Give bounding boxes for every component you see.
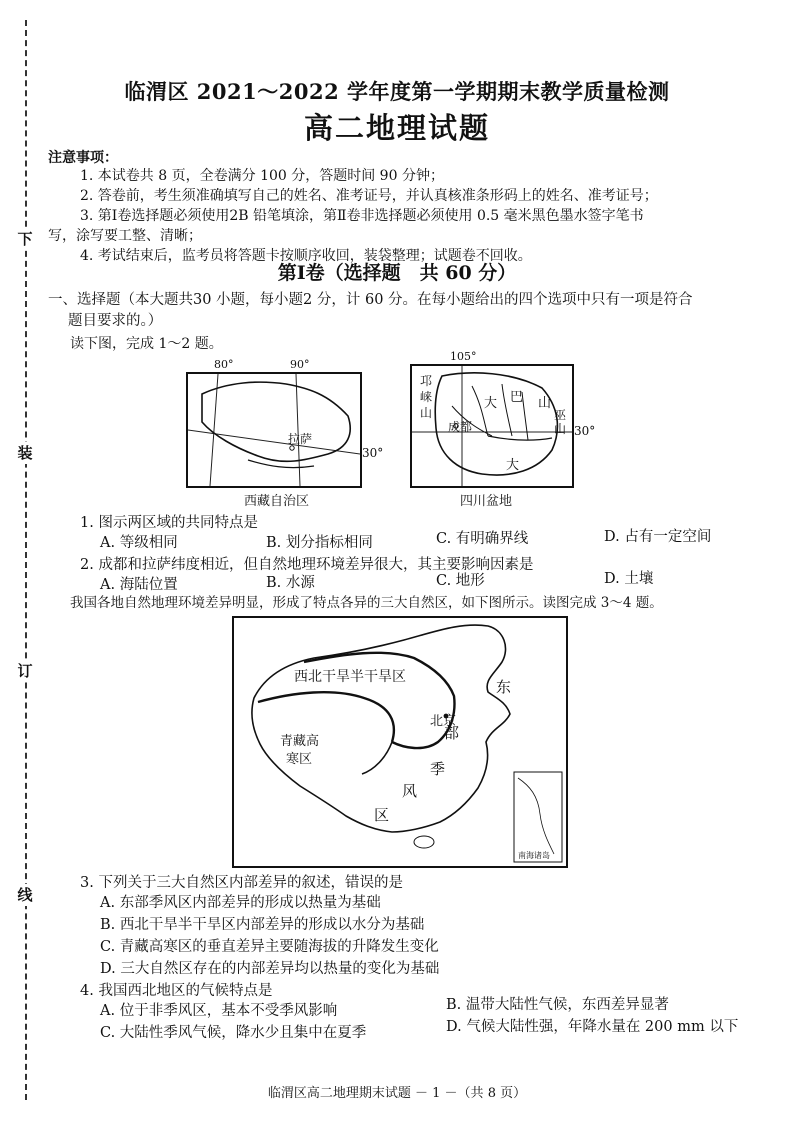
china-label-qingzang-1: 青藏高 <box>280 734 320 749</box>
china-label-feng: 风 <box>402 782 418 800</box>
q3-option-d: D. 三大自然区存在的内部差异均以热量的变化为基础 <box>100 961 440 977</box>
note-3-cont: 写，涂写要工整、清晰； <box>48 228 202 244</box>
sichuan-daba-ba: 巴 <box>510 390 524 405</box>
china-inset-label: 南海诸岛 <box>518 851 550 860</box>
sichuan-qionglai-1: 邛 <box>420 374 433 388</box>
q4-option-b: B. 温带大陆性气候，东西差异显著 <box>446 997 669 1013</box>
tibet-map-drawing <box>188 374 360 486</box>
q4-option-a: A. 位于非季风区，基本不受季风影响 <box>100 1003 338 1019</box>
q2-option-d: D. 土壤 <box>604 571 654 587</box>
page-footer: 临渭区高二地理期末试题 － 1 －（共 8 页） <box>267 1086 527 1101</box>
china-map <box>232 616 568 868</box>
q2-option-c: C. 地形 <box>436 573 485 589</box>
sichuan-qionglai-2: 崃 <box>420 390 433 404</box>
china-city-beijing: 北京 <box>430 714 457 729</box>
q3-stem: 3. 下列关于三大自然区内部差异的叙述，错误的是 <box>80 875 403 891</box>
china-label-east: 东 <box>496 678 512 696</box>
sichuan-daba-shan: 山 <box>538 396 552 411</box>
binding-char-xian: 线 <box>14 884 36 906</box>
q1-option-b: B. 划分指标相同 <box>266 535 373 551</box>
sichuan-map-caption: 四川盆地 <box>460 494 513 509</box>
q3-option-c: C. 青藏高寒区的垂直差异主要随海拔的升降发生变化 <box>100 939 439 955</box>
q2-option-a: A. 海陆位置 <box>100 577 178 593</box>
note-4: 4. 考试结束后，监考员将答题卡按顺序收回，装袋整理；试题卷不回收。 <box>80 248 532 264</box>
binding-dashed-line <box>25 20 27 1100</box>
sichuan-qionglai-3: 山 <box>420 406 433 420</box>
sichuan-dalou-da: 大 <box>506 458 520 473</box>
section-title: 第Ⅰ卷（选择题 共 60 分） <box>277 262 517 284</box>
q3-option-a: A. 东部季风区内部差异的形成以热量为基础 <box>100 895 381 911</box>
q4-stem: 4. 我国西北地区的气候特点是 <box>80 983 273 999</box>
binding-char-ding: 订 <box>14 660 36 682</box>
tibet-lon-90: 90° <box>290 358 310 371</box>
note-3: 3. 第Ⅰ卷选择题必须使用2B 铅笔填涂，第Ⅱ卷非选择题必须使用 0.5 毫米黑色墨水签字笔书 <box>80 208 644 224</box>
china-label-northwest: 西北干旱半干旱区 <box>294 669 406 685</box>
tibet-city-lhasa: 拉萨 <box>288 432 313 446</box>
read-instruction-3: 我国各地自然地理环境差异明显，形成了特点各异的三大自然区，如下图所示。读图完成 3～4 题。 <box>70 595 663 611</box>
china-label-qingzang-2: 寒区 <box>286 752 313 767</box>
note-1: 1. 本试卷共 8 页，全卷满分 100 分，答题时间 90 分钟； <box>80 168 444 184</box>
notes-heading: 注意事项： <box>48 150 118 166</box>
china-label-bu: 部 <box>444 724 460 742</box>
tibet-lon-80: 80° <box>214 358 234 371</box>
sichuan-map <box>410 364 574 488</box>
china-label-ji: 季 <box>430 760 446 778</box>
sichuan-wu: 巫 <box>554 408 567 422</box>
read-instruction-1: 读下图，完成 1～2 题。 <box>70 336 223 352</box>
tibet-map-caption: 西藏自治区 <box>244 494 310 509</box>
q1-option-a: A. 等级相同 <box>100 535 178 551</box>
q2-option-b: B. 水源 <box>266 575 315 591</box>
note-2: 2. 答卷前，考生须准确填写自己的姓名、准考证号，并认真核准条形码上的姓名、准考证号； <box>80 188 658 204</box>
tibet-lat-30: 30° <box>362 446 384 460</box>
sichuan-daba-da: 大 <box>484 396 498 411</box>
china-label-qu: 区 <box>374 806 390 824</box>
q4-option-c: C. 大陆性季风气候，降水少且集中在夏季 <box>100 1025 367 1041</box>
q3-option-b: B. 西北干旱半干旱区内部差异的形成以水分为基础 <box>100 917 425 933</box>
binding-char-zhuang: 装 <box>14 442 36 464</box>
sichuan-city-chengdu: 成都 <box>448 420 473 434</box>
binding-char-xia: 下 <box>14 228 36 250</box>
sichuan-wu-shan: 山 <box>554 422 567 436</box>
q4-option-d: D. 气候大陆性强，年降水量在 200 mm 以下 <box>446 1019 739 1035</box>
section-intro-2: 题目要求的。） <box>68 313 163 329</box>
subject-title: 高二地理试题 <box>303 111 490 145</box>
section-intro-1: 一、选择题（本大题共30 小题，每小题2 分，计 60 分。在每小题给出的四个选项中只有一项是符合 <box>48 292 693 308</box>
q2-stem: 2. 成都和拉萨纬度相近，但自然地理环境差异很大，其主要影响因素是 <box>80 557 534 573</box>
sichuan-lat-30: 30° <box>574 424 596 438</box>
q1-option-c: C. 有明确界线 <box>436 531 529 547</box>
tibet-map <box>186 372 362 488</box>
sichuan-map-drawing <box>412 366 572 486</box>
q1-stem: 1. 图示两区域的共同特点是 <box>80 515 258 531</box>
q1-option-d: D. 占有一定空间 <box>604 529 712 545</box>
exam-title: 临渭区 2021～2022 学年度第一学期期末教学质量检测 <box>124 79 670 104</box>
sichuan-lon-105: 105° <box>450 350 477 363</box>
